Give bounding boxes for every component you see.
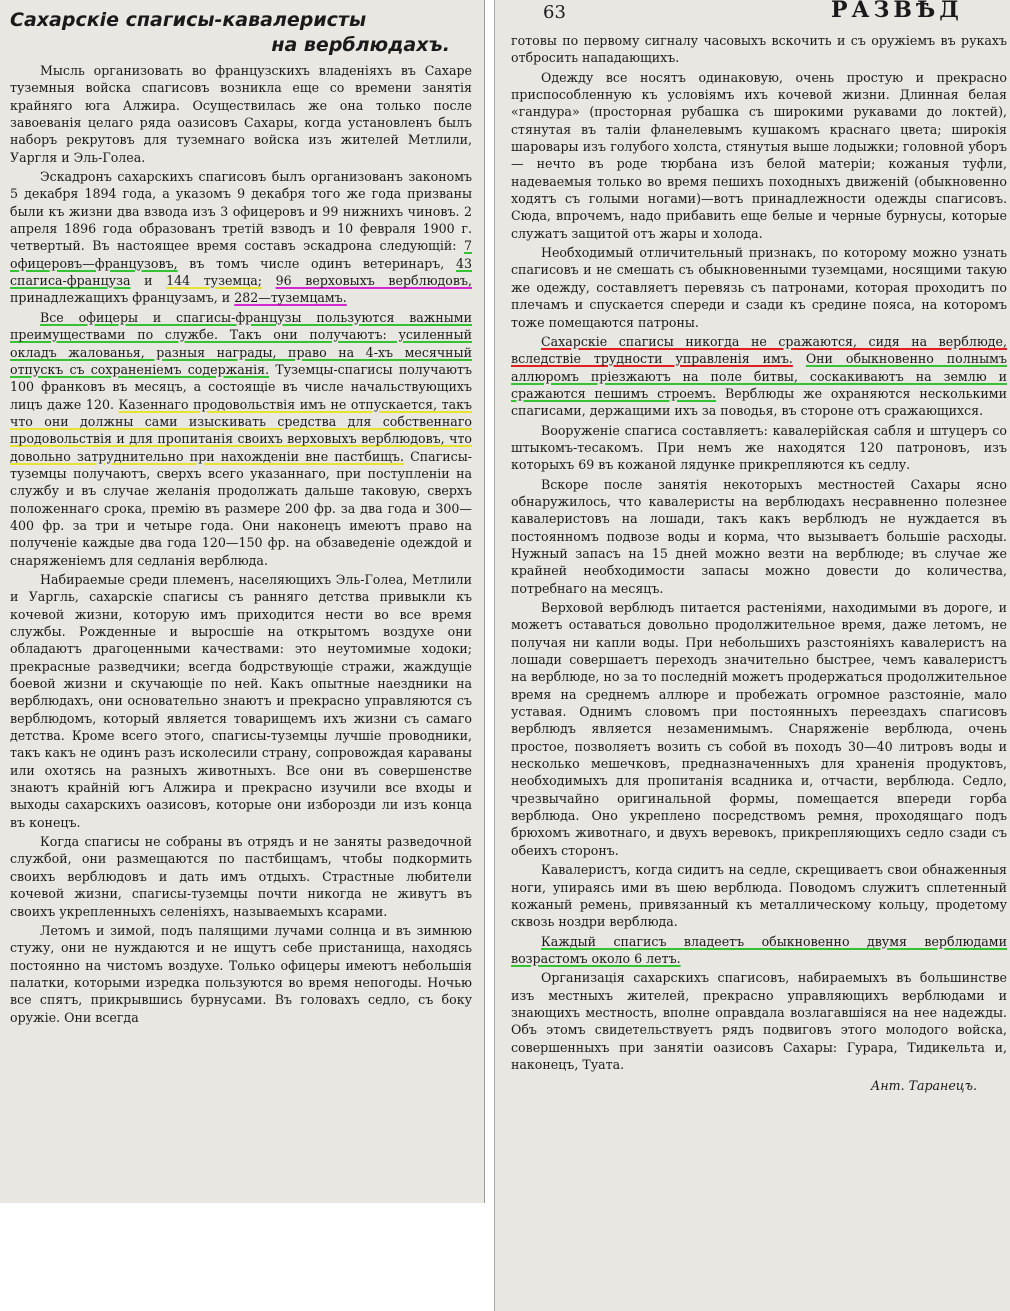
text-run <box>262 273 276 288</box>
running-head: РАЗВѢД <box>831 0 963 23</box>
text-run: и <box>130 273 167 289</box>
paragraph-armament: Вооруженiе спагиса составляетъ: кавалерiйская сабля и штуцеръ со штыкомъ-тесакомъ. При немъ же находятся 120 патроновъ, изъ которыхъ 69 въ кожаной лядунке прикрепляются къ седлу. <box>511 422 1007 473</box>
page-header <box>511 2 1007 32</box>
paragraph-rider: Кавалеристъ, когда сидитъ на седле, скрещиваетъ свои обнаженныя ноги, упираясь ими въ шею верблюда. Поводомъ служитъ сплетенный кожаный ремень, привязанный къ металлическому кольцу, продетому сквозь ноздри верблюда. <box>511 862 1007 930</box>
article-title-line1: Сахарскiе спагисы-кавалеристы <box>10 9 367 31</box>
paragraph-squadron <box>10 168 472 307</box>
highlight-natives: 144 туземца; <box>166 273 263 289</box>
text-run: Туземцы-спагисы получаютъ 100 франковъ въ месяцъ, а состоящiе въ числе начальствующихъ лицъ даже 120. <box>10 361 472 412</box>
article-title-line2: на верблюдахъ. <box>271 34 450 56</box>
paragraph-pastures: Когда спагисы не собраны въ отрядъ и не заняты разведочной службой, они размещаются по пастбищамъ, чтобы подкормить своихъ верблюдовъ и дать имъ отдыхъ. Страстные любители кочевой жизни, спагисы-туземцы почти никогда не живутъ въ своихъ укрепленныхъ селенiяхъ, называемыхъ ксарами. <box>10 834 472 919</box>
paragraph-outdoors: Летомъ и зимой, подъ палящими лучами солнца и въ зимнюю стужу, они не нуждаются и не ищутъ себе пристанища, находясь постоянно на чистомъ воздухе. Только офицеры имеютъ небольшiя палатки, которыми изредка пользуются во время непогоды. Ночью все спятъ, прикрывшись бурнусами. Въ головахъ седло, съ боку оружiе. Они всегда <box>10 922 472 1025</box>
paragraph-combat <box>511 333 1007 420</box>
highlight-french-spahis: 43 спагиса-француза <box>10 255 472 289</box>
right-page <box>494 0 1010 1311</box>
paragraph-privileges <box>10 309 472 569</box>
highlight-never-fight-mounted: Сахарскiе спагисы никогда не сражаются, сидя на верблюде, вследствiе трудности управленiя имъ. <box>511 333 1007 367</box>
text-run: принадлежащихъ французамъ, и <box>10 290 235 306</box>
text-run: въ томъ числе одинъ ветеринаръ, <box>177 255 456 271</box>
paragraph-recruits: Набираемые среди племенъ, населяющихъ Эль-Голеа, Метлили и Уаргль, сахарскiе спагисы съ ранняго детства привыкли къ кочевой жизни, которую имъ приходится нести во все время службы. Рожденные и выросшiе на открытомъ воздухе они обладаютъ драгоценными качествами: это неутомимые ходоки; прекрасные разведчики; всегда бодрствующiе стражи, жаждущiе боевой жизни и скучающiе по ней. Какъ опытные наездники на верблюдахъ, они основательно знаютъ и прекрасно управляются съ верблюдомъ, который является товарищемъ ихъ жизни съ самаго детства. Кроме всего этого, спагисы-туземцы лучшiе проводники, такъ какъ не одинъ разъ исколесили страну, сопровождая караваны или охотясь на разныхъ животныхъ. Все они въ совершенстве знаютъ крайнiй югъ Алжира и прекрасно изучили все входы и выходы сахарскихъ оазисовъ, которые они изборозди ли изъ конца въ конецъ. <box>10 571 472 830</box>
paragraph-continuation: готовы по первому сигналу часовыхъ вскочить и съ оружiемъ въ рукахъ отбросить нападающихъ. <box>511 33 1007 66</box>
author-signature: Ант. Таранецъ. <box>870 1078 977 1094</box>
paragraph-two-camels <box>511 933 1007 968</box>
highlight-native-camels: 282—туземцамъ. <box>234 290 347 306</box>
left-page <box>0 0 485 1203</box>
paragraph-bandolier: Необходимый отличительный признакъ, по которому можно узнать спагисовъ и не смешать съ обыкновенными туземцами, носящими такую же одежду, составляетъ перевязь съ патронами, которая проходитъ по плечамъ и спускается спереди и сзади къ срединe пояса, на которомъ тоже помещаются патроны. <box>511 245 1007 330</box>
paragraph-endurance: Верховой верблюдъ питается растенiями, находимыми въ дороге, и можетъ оставаться довольно продолжительное время, даже летомъ, не получая ни капли воды. При небольшихъ разстоянiяхъ кавалеристъ на лошади совершаетъ переходъ значительно быстрее, чемъ кавалеристъ на верблюде, но за то последнiй можетъ продержаться продолжительное время на среднемъ аллюре и пробежать огромное разстоянiе, мало уставая. Однимъ словомъ при постоянныхъ переездахъ спагисовъ верблюдъ является незаменимымъ. Снаряженiе верблюда, очень простое, позволяетъ возить съ собой въ походъ 30—40 литровъ воды и несколько мешечковъ, предназначенныхъ для храненiя продуктовъ, необходимыхъ для пропитанiя всадника и, отчасти, верблюда. Седло, чрезвычайно оригинальной формы, помещается впереди горба верблюда. Оно укреплено посредствомъ ремня, проходящаго подъ брюхомъ животнаго, и двухъ веревокъ, прикрепляющихъ седло сзади съ обеихъ сторонъ. <box>511 600 1007 858</box>
text-run: Эскадронъ сахарскихъ спагисовъ былъ организованъ закономъ 5 декабря 1894 года, а указомъ 9 декабря того же года призваны были къ жизни два взвода изъ 3 офицеровъ и 99 нижнихъ чиновъ. 2 апреля 1896 года образованъ третiй взводъ и 10 февраля 1900 г. четвертый. Въ настоящее время составъ эскадрона следующiй: <box>10 169 472 254</box>
paragraph-clothing: Одежду все носятъ одинаковую, очень простую и прекрасно приспособленную къ условiямъ ихъ кочевой жизни. Длинная белая «гандура» (просторная рубашка съ широкими рукавами до локтей), стянутая въ талiи фланелевымъ кушакомъ краснаго цвета; широкiя шаровары изъ голубого холста, стянутыя выше лодыжки; головной уборъ — нечто въ роде тюрбана изъ белой матерiи; кожаныя туфли, надеваемыя только во время пешихъ походныхъ движенiй (обыкновенно ходятъ съ голыми ногами)—вотъ принадлежности одежды спагисовъ. Сюда, впрочемъ, надо прибавить еще белые и черные бурнусы, которые служатъ защитой отъ жары и холода. <box>511 69 1007 241</box>
highlight-camels: 96 верховыхъ верблюдовъ, <box>275 273 472 289</box>
page-number: 63 <box>543 2 566 23</box>
highlight-provisions: Казеннаго продовольствiя имъ не отпускается, такъ что они должны сами изыскивать средства для собственнаго продовольствiя и для пропитанiя своихъ верховыхъ верблюдовъ, что довольно затруднительно при нахожденiи вне пастбищъ. <box>10 396 473 464</box>
text-run: Верблюды же охраняются несколькими спагисами, держащими ихъ за поводья, въ сторонe отъ сражающихся. <box>511 385 1007 419</box>
highlight-two-camels: Каждый спагисъ владеетъ обыкновенно двумя верблюдами возрастомъ около 6 летъ. <box>511 933 1007 966</box>
left-column <box>10 8 472 1028</box>
right-column <box>511 2 1007 1095</box>
paragraph-intro: Мысль организовать во французскихъ владенiяхъ въ Сахаре туземныя войска спагисовъ возникла еще со времени занятiя крайняго юга Алжира. Осуществилась же она только после завоеванiя целаго ряда оазисовъ Сахары, когда установленъ былъ наборъ рекрутовъ для туземнаго войска изъ жителей Метлили, Уаргля и Эль-Голеа. <box>10 63 472 165</box>
highlight-privileges: Все офицеры и спагисы-французы пользуются важными преимуществами по службе. Такъ они получаютъ: усиленный окладъ жалованья, разныя награды, право на 4-хъ месячный отпускъ съ сохраненiемъ содержанiя. <box>10 309 472 377</box>
highlight-officers: 7 офицеровъ—французовъ, <box>10 238 472 271</box>
highlight-dismount: Они обыкновенно полнымъ аллюромъ прiезжаютъ на поле битвы, соскакиваютъ на землю и сражаются пешимъ строемъ. <box>511 351 1007 401</box>
paragraph-conclusion: Организацiя сахарскихъ спагисовъ, набираемыхъ въ большинстве изъ местныхъ жителей, прекрасно управляющихъ верблюдами и знающихъ местность, вполне оправдала возлагавшiяся на нее надежды. Объ этомъ свидетельствуетъ рядъ подвиговъ этого молодого войска, совершенныхъ при занятiи оазисовъ Сахары: Гурара, Тидикельта и, наконецъ, Туата. <box>511 970 1007 1072</box>
paragraph-usefulness: Вскоре после занятiя некоторыхъ местностей Сахары ясно обнаружилось, что кавалеристы на верблюдахъ несравненно полезнее кавалеристовъ на лошади, такъ какъ верблюдъ не нуждается въ постоянномъ подвозе воды и корма, что вызываетъ большiе расходы. Нужный запасъ на 15 дней можно везти на верблюде; въ случае же крайней необходимости запасы можно довести до количества, потребнаго на месяцъ. <box>511 476 1007 596</box>
text-run: Спагисы-туземцы получаютъ, сверхъ всего указаннаго, при поступленiи на службу и въ случае желанiя продолжать дальше таковую, сверхъ положеннаго срока, премiю въ размере 200 фр. за два года и 300—400 фр. за три и четыре года. Они наконецъ имеютъ право на полученiе каждые два года 120—150 фр. на обзаведенiе одеждой и снаряженiемъ для седланiя верблюда. <box>10 448 472 568</box>
